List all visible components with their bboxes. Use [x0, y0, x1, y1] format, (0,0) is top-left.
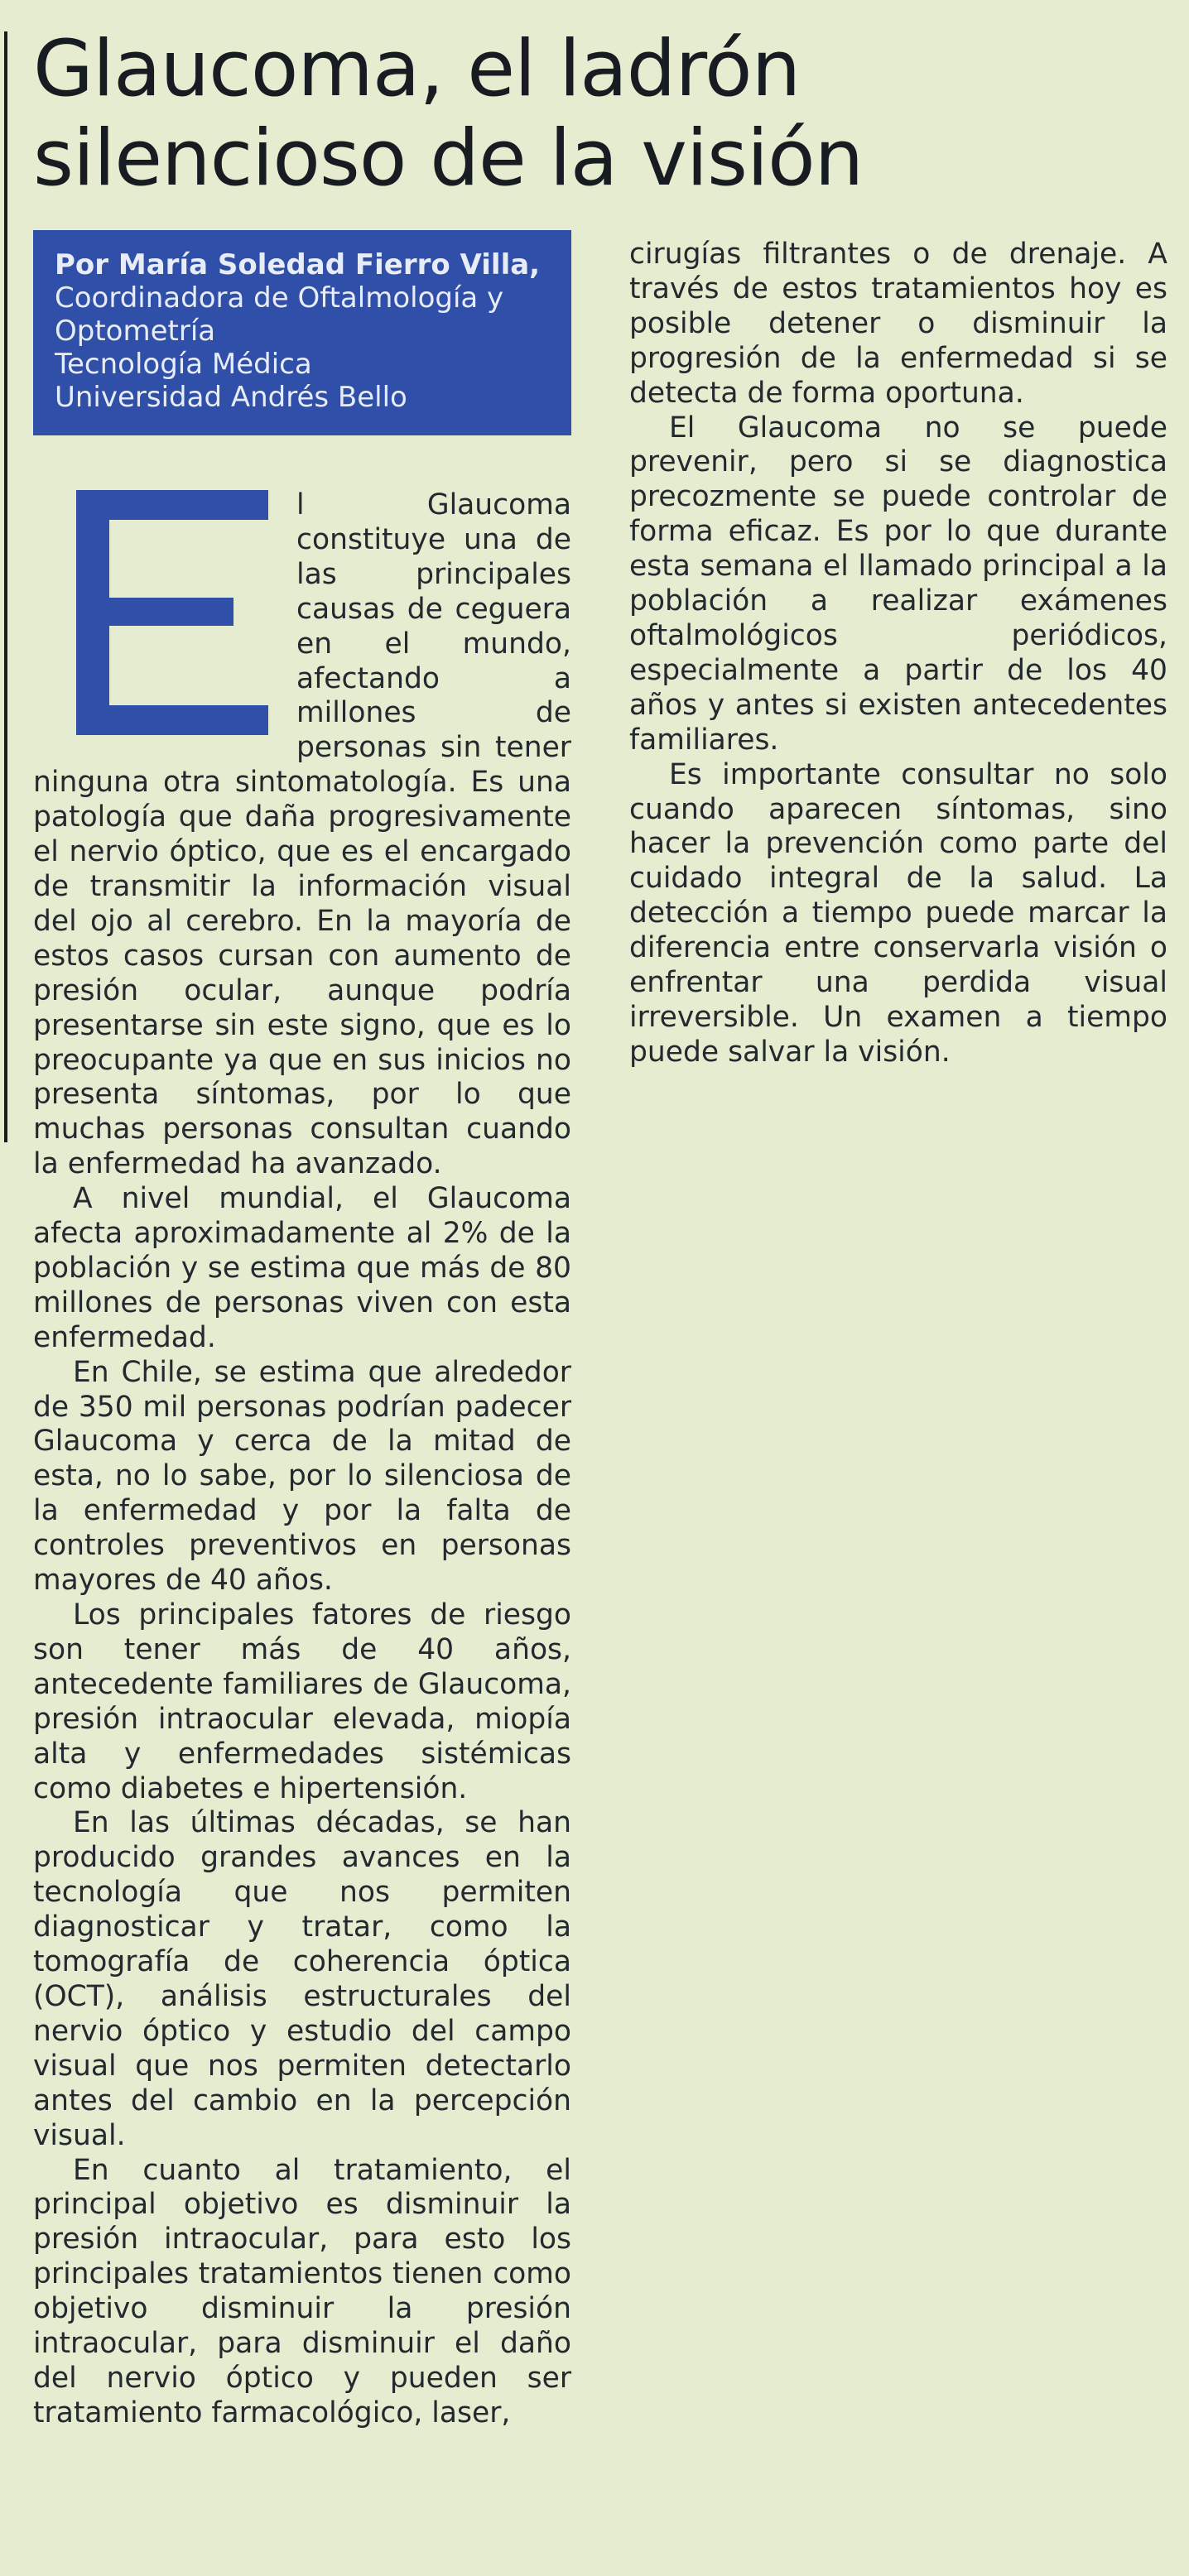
- article-column-right: [629, 238, 1167, 1070]
- byline-institution: Universidad Andrés Bello: [55, 381, 407, 414]
- article-column-left: [33, 230, 571, 2431]
- paragraph-8: Es importante consultar no solo cuando aparecen síntomas, sino hacer la prevención como parte del cuidado integral de la salud. La detección a tiempo puede marcar la diferencia entre conservarla visión o enfrentar una perdida visual irreversible. Un examen a tiempo puede salvar la visión.: [629, 757, 1167, 1069]
- byline-role: Coordinadora de Oftalmología y Optometría: [55, 281, 504, 348]
- paragraph-4: Los principales fatores de riesgo son tener más de 40 años, antecedente familiares de Glaucoma, presión intraocular elevada, miopía alta y enfermedades sistémicas como diabetes e hipertensión.: [33, 1598, 571, 1805]
- paragraph-6: En cuanto al tratamiento, el principal objetivo es disminuir la presión intraocular, para esto los principales tratamientos tienen como objetivo disminuir la presión intraocular, para disminuir el daño del nervio óptico y pueden ser tratamiento farmacológico, laser,: [33, 2153, 571, 2429]
- paragraph-2: A nivel mundial, el Glaucoma afecta aproximadamente al 2% de la población y se estima que más de 80 millones de personas viven con esta enfermedad.: [33, 1182, 571, 1354]
- paragraph-6-continued: cirugías filtrantes o de drenaje. A través de estos tratamientos hoy es posible detener o disminuir la progresión de la enfermedad si se detecta de forma oportuna.: [629, 238, 1167, 410]
- paragraph-7: El Glaucoma no se puede prevenir, pero si se diagnostica precozmente se puede controlar de forma eficaz. Es por lo que durante esta semana el llamado principal a la población a realizar exámenes oftalmológicos periódicos, especialmente a partir de los 40 años y antes si existen antecedentes familiares.: [629, 411, 1167, 757]
- byline-author: Por María Soledad Fierro Villa,: [55, 248, 541, 281]
- paragraph-3: En Chile, se estima que alrededor de 350 mil personas podrían padecer Glaucoma y cerca de la mitad de esta, no lo sabe, por lo silenciosa de la enfermedad y por la falta de controles preventivos en personas mayores de 40 años.: [33, 1355, 571, 1598]
- article-title: Glaucoma, el ladrón silencioso de la visión: [33, 24, 864, 204]
- paragraph-1: l Glaucoma constituye una de las principales causas de ceguera en el mundo, afectando a millones de personas sin tener ninguna otra sintomatología. Es una patología que daña progresivamente el nervio óptico, que es el encargado de transmitir la información visual del ojo al cerebro. En la mayoría de estos casos cursan con aumento de presión ocular, aunque podría presentarse sin este signo, que es lo preocupante ya que en sus inicios no presenta síntomas, por lo que muchas personas consultan cuando la enfermedad ha avanzado.: [33, 488, 571, 1181]
- drop-cap-letter: [65, 490, 268, 735]
- byline-department: Tecnología Médica: [55, 348, 312, 381]
- byline-box: [33, 230, 571, 435]
- left-column-rule: [4, 31, 7, 1142]
- paragraph-5: En las últimas décadas, se han producido grandes avances en la tecnología que nos permiten diagnosticar y tratar, como la tomografía de coherencia óptica (OCT), análisis estructurales del nervio óptico y estudio del campo visual que nos permiten detectarlo antes del cambio en la percepción visual.: [33, 1806, 571, 2152]
- drop-cap: [65, 490, 268, 735]
